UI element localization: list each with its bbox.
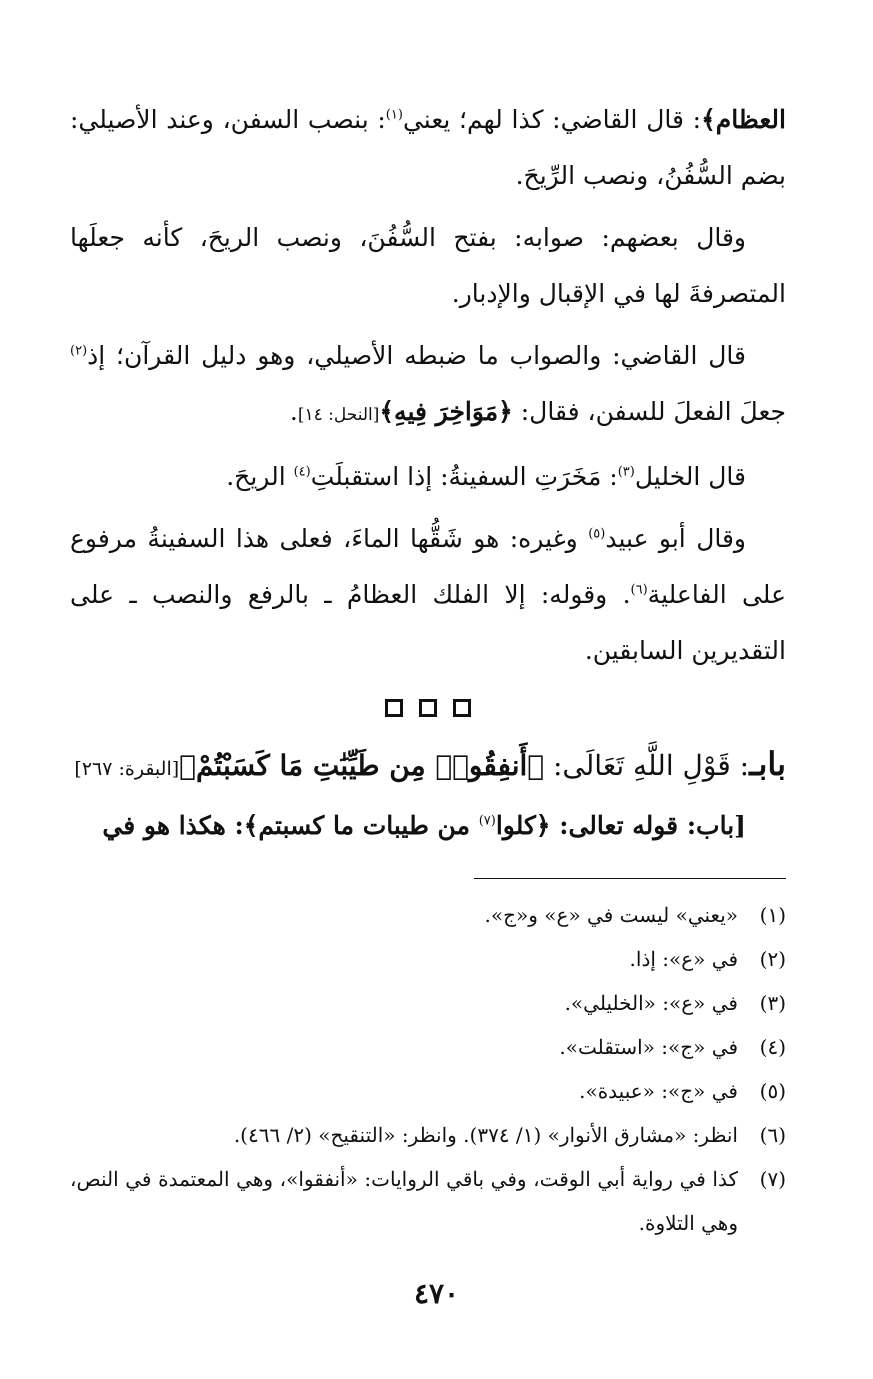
footnote-ref-3[interactable]: (٣): [617, 464, 635, 480]
separator-square-icon: [385, 699, 403, 717]
footnote-number: (٣): [759, 991, 786, 1015]
paragraph-text: : هكذا هو في: [102, 811, 244, 840]
page-content: [70, 92, 786, 1352]
footnote-text: في «ج»: «عبيدة».: [579, 1079, 738, 1103]
footnotes: [70, 893, 786, 1245]
chapter-label: بابـ: [749, 745, 786, 783]
paragraph-text: قال القاضي: والصواب ما ضبطه الأصيلي، وهو دليل القرآن؛ إذ: [87, 341, 746, 370]
paragraph-6: [70, 798, 786, 854]
footnote-ref-4[interactable]: (٤): [293, 464, 311, 480]
paragraph-text: [باب: قوله تعالى:: [550, 811, 746, 840]
footnote-item: [70, 1025, 786, 1069]
paragraph-text: : بنصب السفن، وعند الأصيلي: بضم السُّفُنُ، ونصب الرِّيحَ.: [70, 105, 786, 190]
paragraph-4: [70, 449, 786, 505]
footnote-item: [70, 937, 786, 981]
footnote-number: (٢): [759, 947, 786, 971]
footnote-number: (١): [759, 903, 786, 927]
verse-reference: [البقرة: ٢٦٧]: [74, 758, 180, 780]
footnote-number: (٤): [759, 1035, 786, 1059]
paragraph-text: : مَخَرَتِ السفينةُ: إذا استقبلَتِ: [310, 462, 618, 491]
footnote-item: [70, 1069, 786, 1113]
chapter-title: : قَوْلِ اللَّهِ تَعَالَى:: [544, 749, 750, 782]
footnote-text: في «ع»: «الخليلي».: [564, 991, 738, 1015]
quran-verse: من طيبات ما كسبتم﴾: [243, 811, 479, 840]
paragraph-2: وقال بعضهم: صوابه: بفتح السُّفُنَ، ونصب الريحَ، كأنه جعلَها المتصرفةَ لها في الإقبال والإدبار.: [70, 223, 786, 308]
separator-square-icon: [419, 699, 437, 717]
footnote-text: في «ج»: «استقلت».: [559, 1035, 738, 1059]
footnote-ref-5[interactable]: (٥): [588, 526, 606, 542]
footnote-text: انظر: «مشارق الأنوار» (١/ ٣٧٤). وانظر: «التنقيح» (٢/ ٤٦٦).: [233, 1123, 738, 1147]
paragraph-text: وقال أبو عبيد: [605, 524, 747, 553]
section-separator: [70, 699, 786, 729]
page-number: ٤٧٠: [413, 1277, 460, 1310]
footnote-item: [70, 893, 786, 937]
quran-verse: ﴿كلوا: [495, 811, 551, 840]
paragraph-3: [70, 328, 786, 443]
paragraph-text: جعلَ الفعلَ للسفن، فقال:: [512, 397, 786, 426]
footnote-number: (٧): [759, 1167, 786, 1191]
paragraph-5: [70, 511, 786, 679]
footnote-text: كذا في رواية أبي الوقت، وفي باقي الروايات: «أنفقوا»، وهي المعتمدة في النص، وهي التلاوة.: [70, 1167, 738, 1235]
footnote-ref-6[interactable]: (٦): [630, 582, 648, 598]
paragraph-text: الريحَ.: [226, 462, 294, 491]
footnote-text: في «ع»: إذا.: [629, 947, 738, 971]
footnote-divider: [474, 878, 786, 879]
footnote-ref-1[interactable]: (١): [385, 107, 403, 123]
footnote-number: (٥): [759, 1079, 786, 1103]
footnote-item: [70, 1157, 786, 1245]
paragraph-text: قال الخليل: [634, 462, 746, 491]
quran-verse: ﴿أَنفِقُوا۟ مِن طَيِّبَٰتِ مَا كَسَبْتُمْ﴾: [179, 749, 545, 782]
paragraph-text: وغيره: هو شَقُّها الماءَ، فعلى هذا السفينةُ مرفوع على الفاعلية: [70, 524, 786, 609]
paragraph-text: .: [289, 397, 298, 426]
paragraph-text: . وقوله: إلا الفلك العظامُ ـ بالرفع والنصب ـ على التقديرين السابقين.: [70, 580, 786, 665]
footnote-number: (٦): [759, 1123, 786, 1147]
separator-square-icon: [453, 699, 471, 717]
footnote-item: [70, 1113, 786, 1157]
paragraph-text: : قال القاضي: كذا لهم؛ يعني: [402, 105, 702, 134]
chapter-heading: [70, 735, 786, 798]
footnote-item: [70, 981, 786, 1025]
verse-reference: [النحل: ١٤]: [297, 405, 380, 425]
paragraph-1: [70, 92, 786, 204]
footnote-ref-7[interactable]: (٧): [478, 813, 496, 829]
footnote-ref-2[interactable]: (٢): [70, 343, 88, 359]
quran-verse: ﴿مَوَاخِرَ فِيهِ﴾: [379, 397, 513, 426]
paragraph-lead-word: العظام﴾: [701, 105, 786, 134]
footnote-text: «يعني» ليست في «ع» و«ج».: [484, 903, 738, 927]
